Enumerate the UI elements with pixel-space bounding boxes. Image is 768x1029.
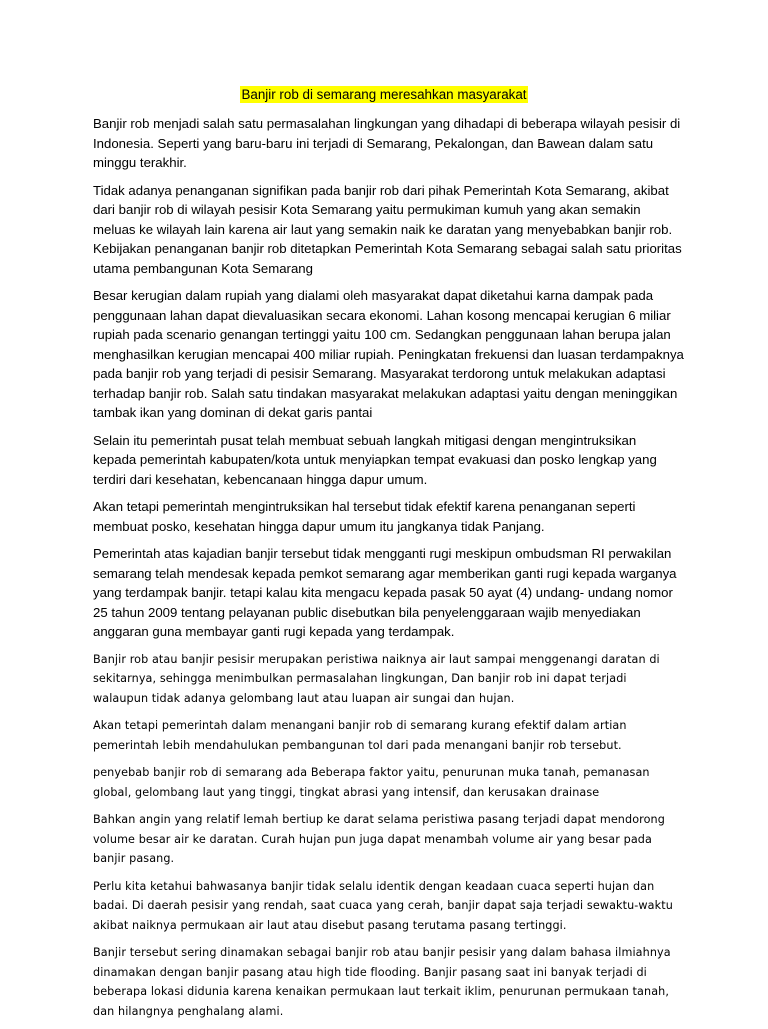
paragraph-line: penggunaan lahan dapat dievaluasikan secara ekonomi. Lahan kosong mencapai kerugian 6 miliar [93,307,671,323]
paragraph-line: Banjir tersebut sering dinamakan sebagai banjir rob atau banjir pesisir yang dalam bahasa ilmiahnya [93,946,671,959]
paragraph-line: terdiri dari kesehatan, kebencanaan hingga dapur umum. [93,471,428,487]
paragraph-line: meluas ke wilayah lain karena air laut yang semakin naik ke daratan yang menyebabkan banjir rob. [93,221,673,237]
paragraph-line: rupiah pada scenario genangan tertinggi yaitu 100 cm. Sedangkan penggunaan lahan berupa jalan [93,327,671,342]
paragraph-line: terhadap banjir rob. Salah satu tindakan masyarakat melakukan adaptasi yaitu dengan meninggikan [93,385,678,401]
paragraph [93,877,679,936]
paragraph-line: menghasilkan kerugian mencapai 400 miliar rupiah. Peningkatan frekuensi dan luasan terdampaknya [93,346,684,362]
paragraph-line: yang terdampak banjir. tetapi kalau kita mengacu kepada pasak 50 ayat (4) undang- undang nomor [93,585,673,600]
paragraph-line: anggaran guna membayar ganti rugi kepada yang terdampak. [93,624,455,639]
document-body [93,114,684,1029]
paragraph [93,943,679,1021]
paragraph [93,497,679,536]
paragraph-line: dari banjir rob di wilayah pesisir Kota Semarang yaitu permukiman kumuh yang akan semakin [93,202,641,217]
paragraph-line: penyebab banjir rob di semarang ada Beberapa faktor yaitu, penurunan muka tanah, pemanasan [93,766,650,779]
paragraph-line: Selain itu pemerintah pusat telah membuat sebuah langkah mitigasi dengan mengintruksikan [93,432,637,448]
paragraph [93,650,679,709]
paragraph-line: Banjir rob menjadi salah satu permasalahan lingkungan yang dihadapi di beberapa wilayah pesisir di [93,116,681,131]
paragraph-line: pada banjir rob yang terjadi di pesisir Semarang. Masyarakat terdorong untuk melakukan adaptasi [93,366,666,381]
paragraph-line: kepada pemerintah kabupaten/kota untuk menyiapkan tempat evakuasi dan posko lengkap yang [93,452,657,467]
paragraph [93,181,682,279]
paragraph-line: dan hilangnya penghalang alami. [93,1004,284,1018]
paragraph-line: Perlu kita ketahui bahwasanya banjir tidak selalu identik dengan keadaan cuaca seperti hujan dan [93,879,655,893]
paragraph-line: Akan tetapi pemerintah dalam menangani banjir rob di semarang kurang efektif dalam artian [93,719,627,732]
paragraph [93,431,679,490]
paragraph-line: Banjir rob atau banjir pesisir merupakan peristiwa naiknya air laut sampai menggenangi daratan di [93,652,660,666]
paragraph-line: walaupun tidak adanya gelombang laut atau luapan air sungai dan hujan. [93,691,515,705]
paragraph-line: membuat posko, kesehatan hingga dapur umum itu jangkanya tidak Panjang. [93,518,545,534]
document-title: Banjir rob di semarang meresahkan masyarakat [241,87,527,102]
paragraph [93,716,679,755]
paragraph-line: Besar kerugian dalam rupiah yang dialami oleh masyarakat dapat diketahui karna dampak pada [93,288,654,303]
paragraph [93,286,684,423]
paragraph-line: Pemerintah atas kajadian banjir tersebut tidak mengganti rugi meskipun ombudsman RI perwakilan [93,546,672,561]
paragraph-line: pemerintah lebih mendahulukan pembangunan tol dari pada menangani banjir rob tersebut. [93,738,622,752]
paragraph-line: global, gelombang laut yang tinggi, tingkat abrasi yang intensif, dan kerusakan drainase [93,785,600,799]
paragraph-line: semarang telah mendesak kepada pemkot semarang agar memberikan ganti rugi kepada warganya [93,565,677,581]
paragraph-line: volume besar air ke daratan. Curah hujan pun juga dapat menambah volume air yang besar pada [93,832,652,846]
paragraph-line: tambak ikan yang dominan di dekat garis pantai [93,405,373,420]
paragraph-line: Kebijakan penanganan banjir rob ditetapkan Pemerintah Kota Semarang sebagai salah satu prioritas [93,241,682,256]
title-container [0,86,768,104]
paragraph-line: Bahkan angin yang relatif lemah bertiup ke darat selama peristiwa pasang terjadi dapat mendorong [93,813,665,826]
paragraph-line: Indonesia. Seperti yang baru-baru ini terjadi di Semarang, Pekalongan, dan Bawean dalam satu [93,135,654,151]
paragraph [93,544,679,642]
paragraph [93,810,679,869]
paragraph [93,763,679,802]
paragraph-line: 25 tahun 2009 tentang pelayanan public disebutkan bila penyelenggaraan wajib menyediakan [93,604,641,620]
paragraph-line: sekitarnya, sehingga menimbulkan permasalahan lingkungan, Dan banjir rob ini dapat terjadi [93,672,627,685]
paragraph-line: dinamakan dengan banjir pasang atau high tide flooding. Banjir pasang saat ini banyak terjadi di [93,965,647,979]
paragraph-line: banjir pasang. [93,852,175,865]
paragraph [93,114,679,173]
paragraph-line: utama pembangunan Kota Semarang [93,260,313,276]
paragraph-line: badai. Di daerah pesisir yang rendah, saat cuaca yang cerah, banjir dapat saja terjadi sewaktu-waktu [93,899,673,912]
paragraph-line: minggu terakhir. [93,155,187,170]
paragraph-line: beberapa lokasi didunia karena kenaikan permukaan laut terkait iklim, penurunan permukaan tanah, [93,985,669,998]
paragraph-line: Akan tetapi pemerintah mengintruksikan hal tersebut tidak efektif karena penanganan seperti [93,499,636,514]
paragraph-line: akibat naiknya permukaan air laut atau disebut pasang terutama pasang tertinggi. [93,918,567,932]
paragraph-line: Tidak adanya penanganan signifikan pada banjir rob dari pihak Pemerintah Kota Semarang, akibat [93,182,669,198]
